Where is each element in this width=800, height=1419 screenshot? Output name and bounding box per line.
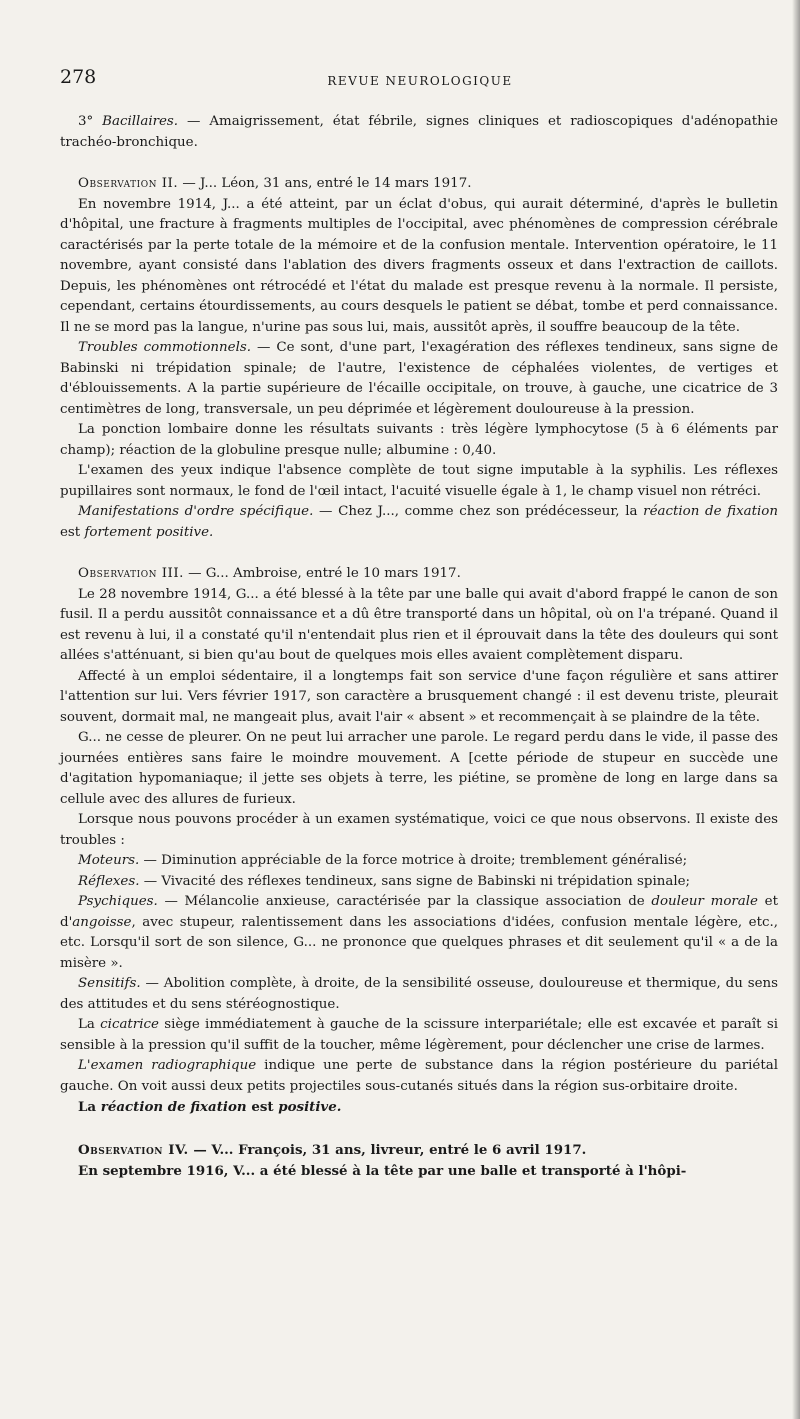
paragraph — [60, 872, 778, 893]
paragraph: Affecté à un emploi sédentaire, il a longtemps fait son service d'une façon régulière et sans attirer l'attention sur lui. Vers février 1917, son caractère a brusquement changé : il est devenu triste, pleurait souvent, dormait mal, ne mangeait plus, avait l'air « absent » et recommençait à se plaindre de la tête. — [60, 668, 778, 725]
paragraph-text: — Vivacité des réflexes tendineux, sans signe de Babinski ni trépidation spinale; — [139, 873, 691, 889]
observation-intro: — J... Léon, 31 ans, entré le 14 mars 1917. — [178, 176, 472, 191]
emphasis: positive. — [278, 1099, 342, 1115]
paragraph: Lorsque nous pouvons procéder à un examen systématique, voici ce que nous observons. Il existe des troubles : — [60, 812, 778, 848]
paragraph — [60, 338, 778, 420]
article-body — [60, 112, 778, 1183]
paragraph: L'examen des yeux indique l'absence complète de tout signe imputable à la syphilis. Les réflexes pupillaires sont normaux, le fond de l'œil intact, l'acuité visuelle égale à 1, le champ visuel non rétréci. — [60, 463, 778, 499]
paragraph-text: — Chez J..., comme chez son prédécesseur, la — [313, 504, 644, 519]
paragraph-text: indique une perte de substance dans la région postérieure du pariétal gauche. On voit aussi deux petits projectiles sous-cutanés situés dans la région sus-orbitaire droite. — [60, 1058, 778, 1094]
paragraph-text: La — [78, 1017, 101, 1032]
section-lead: Réflexes. — [78, 873, 140, 889]
list-number: 3° — [78, 114, 103, 129]
running-title: REVUE NEUROLOGIQUE — [327, 74, 513, 88]
page-header — [60, 66, 780, 96]
observation-heading — [60, 1140, 778, 1162]
paragraph-text: — Mélancolie anxieuse, caractérisée par la classique association de — [157, 894, 652, 909]
paragraph-text: — Abolition complète, à droite, de la sensibilité osseuse, douloureuse et thermique, du sens des attitudes et du sens stéréognostique. — [60, 976, 778, 1012]
emphasis: cicatrice — [100, 1017, 159, 1032]
emphasis: douleur morale — [651, 894, 758, 909]
observation-heading — [60, 564, 778, 585]
emphasis: réaction de fixation — [100, 1099, 247, 1115]
paragraph — [60, 1097, 778, 1119]
paragraph — [60, 502, 778, 543]
paragraph-text: est — [60, 524, 85, 540]
paragraph-text: siège immédiatement à gauche de la scissure interpariétale; elle est excavée et paraît si sensible à la pression qu'il suffit de la toucher, même légèrement, pour déclencher une crise de larmes. — [60, 1017, 778, 1053]
paragraph: Le 28 novembre 1914, G... a été blessé à la tête par une balle qui avait d'abord frappé le canon de son fusil. Il a perdu aussitôt connaissance et a dû être transporté dans un hôpital, où on l'a trépané. Quand il est revenu à lui, il a constaté qu'il n'entendait plus rien et il éprouvait dans la tête des douleurs qui sont allées s'atténuant, si bien qu'au bout de quelques mois elles avaient complètement disparu. — [60, 586, 778, 663]
paragraph-text: La — [78, 1099, 101, 1115]
section-lead: Troubles commotionnels. — [78, 340, 251, 355]
section-lead: Psychiques. — [78, 894, 158, 909]
paragraph: En novembre 1914, J... a été atteint, par un éclat d'obus, qui aurait déterminé, d'après le bulletin d'hôpital, une fracture à fragments multiples de l'occipital, avec phénomènes de compression cérébrale caractérisés par la perte totale de la mémoire et de la confusion mentale. Intervention opératoire, le 11 novembre, ayant consisté dans l'ablation des divers fragments osseux et dans l'extraction de caillots. Depuis, les phénomènes ont rétrocédé et l'état du malade est presque revenu à la normale. Il persiste, cependant, certains étourdissements, au cours desquels le patient se débat, tombe et perd connaissance. Il ne se mord pas la langue, n'urine pas sous lui, mais, aussitôt après, il souffre beaucoup de la tête. — [60, 196, 778, 335]
paragraph-text: — Amaigrissement, état fébrile, signes cliniques et radioscopiques d'adénopathie trachéo-bronchique. — [60, 114, 778, 150]
page-number: 278 — [60, 66, 97, 88]
section-lead: Manifestations d'ordre spécifique. — [78, 504, 314, 519]
observation-label: Observation III. — [78, 566, 184, 581]
paragraph — [60, 1161, 778, 1183]
paragraph-text: En septembre 1916, V... a été blessé à la tête par une balle et transporté à l'hôpi- — [78, 1163, 687, 1179]
paragraph: G... ne cesse de pleurer. On ne peut lui arracher une parole. Le regard perdu dans le vide, il passe des journées entières sans faire le moindre mouvement. A [cette période de stupeur en succède une d'agitation hypomaniaque; il jette ses objets à terre, les piétine, se promène de long en large dans sa cellule avec des allures de furieux. — [60, 730, 778, 807]
observation-intro: — V... François, 31 ans, livreur, entré le 6 avril 1917. — [188, 1141, 587, 1158]
paragraph: La ponction lombaire donne les résultats suivants : très légère lymphocytose (5 à 6 éléments par champ); réaction de la globuline presque nulle; albumine : 0,40. — [60, 422, 778, 458]
emphasis: réaction de fixation — [643, 504, 778, 519]
emphasis: L'examen radiographique — [78, 1058, 257, 1073]
paragraph-text: et d' — [60, 894, 778, 930]
paragraph — [60, 851, 778, 872]
paragraph-text: — Diminution appréciable de la force motrice à droite; tremblement généralisé; — [139, 853, 688, 868]
section-lead: Moteurs. — [78, 853, 140, 868]
section-lead: Sensitifs. — [78, 976, 141, 991]
paragraph-text: , avec stupeur, ralentissement dans les associations d'idées, confusion mentale légère, etc., etc. Lorsqu'il sort de son silence, G... ne prononce que quelques phrases et dit seulement qu'il « a de la misère ». — [60, 914, 778, 971]
observation-label: Observation II. — [78, 176, 179, 191]
paragraph — [60, 974, 778, 1015]
paragraph — [60, 1056, 778, 1097]
paragraph-text: — Ce sont, d'une part, l'exagération des réflexes tendineux, sans signe de Babinski ni trépidation spinale; de l'autre, l'existence de céphalées violentes, de vertiges et d'éblouissements. A la partie supérieure de l'écaille occipitale, on trouve, à gauche, une cicatrice de 3 centimètres de long, transversale, un peu déprimée et légèrement douloureuse à la pression. — [60, 340, 778, 417]
observation-heading — [60, 174, 778, 195]
page-edge-shadow — [792, 0, 800, 1419]
paragraph — [60, 892, 778, 974]
observation-label: Observation IV. — [78, 1141, 189, 1158]
paragraph-text: est — [246, 1099, 279, 1115]
section-lead: Bacillaires. — [102, 114, 179, 129]
emphasis: fortement positive. — [84, 524, 214, 540]
paragraph — [60, 112, 778, 153]
paragraph — [60, 1015, 778, 1056]
observation-intro: — G... Ambroise, entré le 10 mars 1917. — [183, 566, 461, 581]
emphasis: angoisse — [72, 914, 132, 930]
